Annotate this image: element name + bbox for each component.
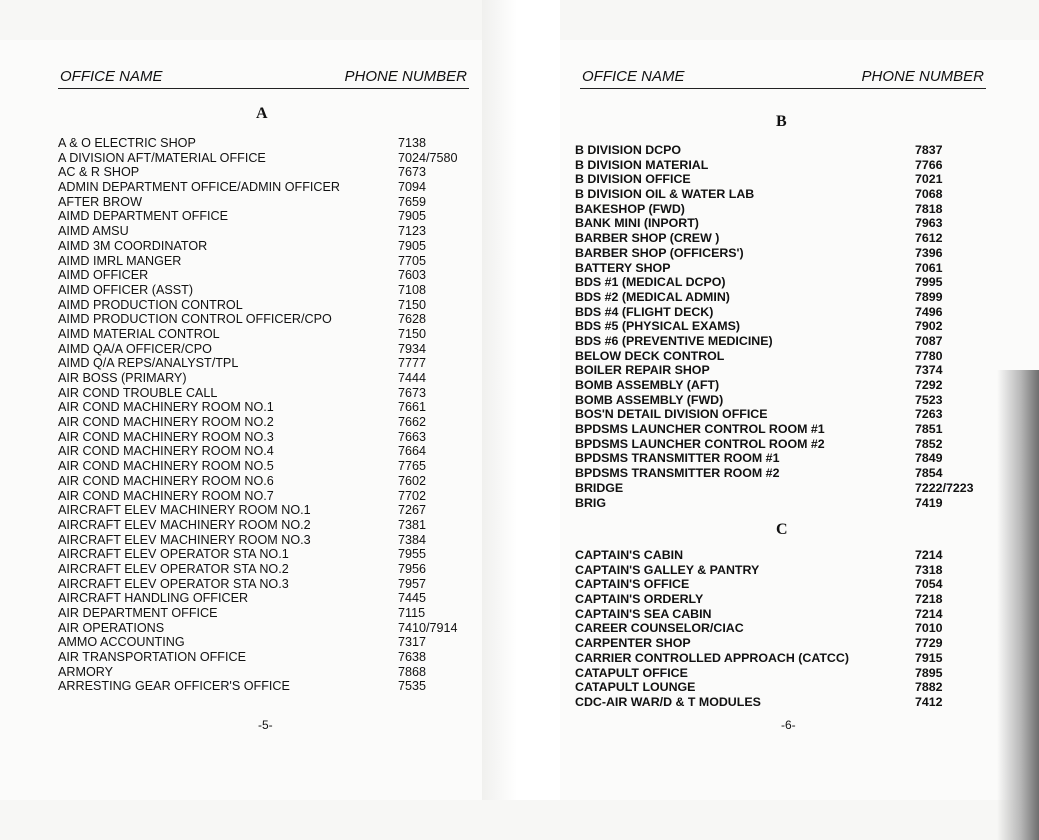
directory-entry (575, 651, 975, 666)
directory-entry (58, 327, 468, 342)
office-name: BOMB ASSEMBLY (FWD) (575, 392, 724, 407)
office-name: AIMD OFFICER (58, 268, 149, 283)
directory-entry (575, 172, 975, 187)
directory-entry (58, 503, 468, 518)
phone-number: 7061 (915, 260, 943, 275)
directory-entry (58, 371, 468, 386)
phone-number-heading: PHONE NUMBER (344, 68, 467, 85)
phone-number: 7777 (398, 356, 427, 371)
directory-entry (58, 312, 468, 327)
office-name: CATAPULT OFFICE (575, 665, 688, 680)
office-name: CAPTAIN'S ORDERLY (575, 592, 704, 607)
page-number: -6- (781, 718, 796, 732)
directory-entry (58, 254, 468, 269)
directory-entry (575, 231, 975, 246)
phone-number: 7214 (915, 548, 943, 562)
phone-number: 7150 (398, 326, 427, 341)
directory-entry (575, 636, 975, 651)
office-name: A & O ELECTRIC SHOP (58, 136, 196, 150)
directory-entry (58, 165, 468, 180)
office-name: AIRCRAFT HANDLING OFFICER (58, 591, 249, 606)
directory-entry (575, 334, 975, 349)
directory-entry (575, 305, 975, 320)
phone-number: 7292 (915, 378, 943, 392)
section-letter-c: C (776, 521, 788, 538)
office-name: AC & R SHOP (58, 165, 140, 180)
phone-number: 7267 (398, 503, 427, 518)
directory-entry (575, 548, 975, 563)
directory-entry (575, 592, 975, 607)
directory-entry (58, 209, 468, 224)
office-name: AIRCRAFT ELEV OPERATOR STA NO.3 (58, 576, 289, 591)
page-number: -5- (258, 718, 273, 732)
directory-entry (575, 466, 975, 481)
phone-number: 7837 (915, 143, 943, 157)
directory-entry (575, 393, 975, 408)
office-name: BRIG (575, 495, 606, 510)
section-letter-b: B (776, 113, 787, 130)
directory-entry (575, 261, 975, 276)
office-name: BAKESHOP (FWD) (575, 201, 685, 216)
office-name: BDS #2 (MEDICAL ADMIN) (575, 289, 730, 304)
directory-entry (58, 621, 468, 636)
phone-number: 7673 (398, 165, 427, 180)
right-page (560, 40, 1039, 800)
directory-entry (58, 283, 468, 298)
directory-entry (58, 180, 468, 195)
directory-entry (58, 268, 468, 283)
phone-number-heading: PHONE NUMBER (861, 68, 984, 85)
directory-entry (575, 187, 975, 202)
office-name: AIMD Q/A REPS/ANALYST/TPL (58, 356, 239, 371)
phone-number: 7955 (398, 547, 427, 562)
office-name: AIR COND MACHINERY ROOM NO.4 (58, 444, 274, 459)
office-name: AIMD MATERIAL CONTROL (58, 326, 220, 341)
directory-entry (575, 143, 975, 158)
phone-number: 7068 (915, 187, 943, 202)
directory-entry (58, 151, 468, 166)
directory-entry (575, 349, 975, 364)
office-name: CDC-AIR WAR/D & T MODULES (575, 694, 761, 709)
phone-number: 7010 (915, 621, 943, 636)
phone-number: 7381 (398, 517, 427, 532)
phone-number: 7729 (915, 636, 943, 651)
phone-number: 7818 (915, 201, 943, 216)
directory-entry (58, 562, 468, 577)
office-name: CATAPULT LOUNGE (575, 680, 696, 695)
office-name: BPDSMS LAUNCHER CONTROL ROOM #1 (575, 422, 825, 437)
office-name: AIR COND MACHINERY ROOM NO.1 (58, 400, 274, 415)
phone-number: 7664 (398, 444, 427, 459)
phone-number: 7445 (398, 591, 427, 606)
directory-entry (58, 356, 468, 371)
directory-entry (575, 496, 975, 511)
phone-number: 7108 (398, 282, 427, 297)
office-name: ADMIN DEPARTMENT OFFICE/ADMIN OFFICER (58, 180, 340, 195)
phone-number: 7317 (398, 635, 427, 650)
office-name: AIMD QA/A OFFICER/CPO (58, 341, 212, 356)
office-name: AIR BOSS (PRIMARY) (58, 371, 187, 385)
directory-entry (58, 430, 468, 445)
office-name: CAREER COUNSELOR/CIAC (575, 621, 744, 636)
office-name: AIRCRAFT ELEV OPERATOR STA NO.2 (58, 561, 289, 576)
directory-entry (575, 202, 975, 217)
phone-number: 7868 (398, 664, 427, 679)
office-name-heading: OFFICE NAME (60, 68, 163, 85)
directory-entry (575, 607, 975, 622)
phone-number: 7899 (915, 289, 943, 304)
office-name: AIRCRAFT ELEV MACHINERY ROOM NO.1 (58, 503, 311, 518)
office-name: AIMD PRODUCTION CONTROL OFFICER/CPO (58, 312, 332, 327)
office-name: B DIVISION OIL & WATER LAB (575, 187, 755, 202)
phone-number: 7523 (915, 392, 943, 407)
phone-number: 7218 (915, 592, 943, 607)
office-name: AIR COND TROUBLE CALL (58, 385, 218, 400)
phone-number: 7852 (915, 436, 943, 451)
phone-number: 7123 (398, 224, 427, 239)
left-column-header (58, 68, 469, 89)
phone-number: 7905 (398, 209, 427, 224)
directory-entry (575, 158, 975, 173)
directory-entry (575, 680, 975, 695)
office-name: AIR COND MACHINERY ROOM NO.3 (58, 429, 274, 444)
phone-number: 7963 (915, 216, 943, 231)
office-name: CAPTAIN'S CABIN (575, 548, 684, 562)
phone-number: 7496 (915, 304, 943, 319)
office-name: BPDSMS TRANSMITTER ROOM #1 (575, 451, 780, 466)
phone-number: 7444 (398, 371, 427, 385)
office-name: AFTER BROW (58, 194, 142, 209)
directory-entry (575, 407, 975, 422)
office-name: BDS #6 (PREVENTIVE MEDICINE) (575, 333, 773, 348)
office-name: AIR TRANSPORTATION OFFICE (58, 650, 246, 665)
phone-number: 7663 (398, 429, 427, 444)
office-name: BDS #4 (FLIGHT DECK) (575, 304, 714, 319)
phone-number: 7412 (915, 694, 943, 709)
office-name: AIMD OFFICER (ASST) (58, 282, 194, 297)
directory-entry (575, 563, 975, 578)
directory-entry (58, 136, 468, 151)
office-name: AIMD DEPARTMENT OFFICE (58, 209, 229, 224)
office-name-heading: OFFICE NAME (582, 68, 685, 85)
directory-entry (58, 547, 468, 562)
phone-number: 7410/7914 (398, 620, 458, 635)
phone-number: 7766 (915, 157, 943, 172)
directory-entry (575, 275, 975, 290)
office-name: BANK MINI (INPORT) (575, 216, 699, 231)
section-letter-a: A (256, 105, 268, 122)
directory-entry (58, 474, 468, 489)
office-name: BOMB ASSEMBLY (AFT) (575, 378, 720, 392)
phone-number: 7374 (915, 363, 943, 378)
phone-number: 7222/7223 (915, 480, 974, 495)
office-name: AIMD 3M COORDINATOR (58, 238, 208, 253)
directory-entry (58, 195, 468, 210)
directory-entry (575, 437, 975, 452)
office-name: AIRCRAFT ELEV OPERATOR STA NO.1 (58, 547, 289, 562)
directory-entry (58, 444, 468, 459)
directory-entry (58, 239, 468, 254)
office-name: AIMD PRODUCTION CONTROL (58, 297, 243, 312)
office-name: BDS #1 (MEDICAL DCPO) (575, 275, 726, 290)
directory-entry (575, 319, 975, 334)
office-name: BRIDGE (575, 480, 624, 495)
phone-number: 7396 (915, 245, 943, 260)
phone-number: 7851 (915, 422, 943, 437)
directory-entry (575, 216, 975, 231)
office-name: B DIVISION OFFICE (575, 172, 691, 187)
directory-entry (575, 621, 975, 636)
office-name: AMMO ACCOUNTING (58, 635, 185, 650)
right-column-header (580, 68, 986, 89)
office-name: BDS #5 (PHYSICAL EXAMS) (575, 319, 741, 334)
office-name: CAPTAIN'S GALLEY & PANTRY (575, 562, 760, 577)
phone-number: 7780 (915, 348, 943, 363)
directory-entry (58, 400, 468, 415)
office-name: AIR COND MACHINERY ROOM NO.5 (58, 459, 274, 474)
directory-entry (58, 533, 468, 548)
phone-number: 7054 (915, 577, 943, 592)
office-name: CAPTAIN'S OFFICE (575, 577, 690, 592)
phone-number: 7957 (398, 576, 427, 591)
phone-number: 7659 (398, 194, 427, 209)
office-name: BELOW DECK CONTROL (575, 348, 725, 363)
directory-entry (575, 363, 975, 378)
phone-number: 7902 (915, 319, 943, 334)
phone-number: 7214 (915, 606, 943, 621)
office-name: A DIVISION AFT/MATERIAL OFFICE (58, 150, 266, 165)
office-name: AIR DEPARTMENT OFFICE (58, 606, 218, 620)
office-name: AIR OPERATIONS (58, 620, 165, 635)
office-name: AIR COND MACHINERY ROOM NO.7 (58, 488, 274, 503)
directory-entry (58, 459, 468, 474)
phone-number: 7895 (915, 665, 943, 680)
office-name: AIR COND MACHINERY ROOM NO.2 (58, 415, 274, 430)
phone-number: 7021 (915, 172, 943, 187)
phone-number: 7138 (398, 136, 427, 150)
directory-entry (58, 577, 468, 592)
directory-entry (58, 650, 468, 665)
phone-number: 7705 (398, 253, 427, 268)
phone-number: 7882 (915, 680, 943, 695)
directory-entry (575, 378, 975, 393)
phone-number: 7384 (398, 532, 427, 547)
directory-entry (575, 290, 975, 305)
directory-list-c (575, 548, 975, 710)
phone-number: 7603 (398, 268, 427, 283)
office-name: CAPTAIN'S SEA CABIN (575, 606, 712, 621)
phone-number: 7094 (398, 180, 427, 195)
phone-number: 7673 (398, 385, 427, 400)
directory-entry (58, 415, 468, 430)
phone-number: 7419 (915, 495, 943, 510)
phone-number: 7956 (398, 561, 427, 576)
directory-list-a (58, 136, 468, 694)
page-edge-shadow (997, 370, 1039, 840)
phone-number: 7115 (398, 606, 426, 620)
phone-number: 7628 (398, 312, 427, 327)
office-name: CARRIER CONTROLLED APPROACH (CATCC) (575, 650, 849, 665)
phone-number: 7854 (915, 466, 943, 481)
phone-number: 7995 (915, 275, 943, 290)
directory-entry (58, 386, 468, 401)
office-name: ARMORY (58, 664, 114, 679)
phone-number: 7915 (915, 650, 943, 665)
office-name: AIMD IMRL MANGER (58, 253, 182, 268)
directory-entry (58, 489, 468, 504)
directory-entry (58, 665, 468, 680)
directory-entry (58, 342, 468, 357)
directory-entry (575, 422, 975, 437)
directory-entry (575, 695, 975, 710)
phone-number: 7765 (398, 459, 427, 474)
phone-number: 7662 (398, 415, 427, 430)
office-name: BARBER SHOP (OFFICERS') (575, 245, 744, 260)
office-name: AIRCRAFT ELEV MACHINERY ROOM NO.3 (58, 532, 311, 547)
office-name: BOILER REPAIR SHOP (575, 363, 710, 378)
book-gutter (482, 0, 560, 800)
office-name: AIR COND MACHINERY ROOM NO.6 (58, 473, 274, 488)
directory-entry (58, 606, 468, 621)
office-name: AIRCRAFT ELEV MACHINERY ROOM NO.2 (58, 517, 311, 532)
directory-entry (58, 518, 468, 533)
phone-number: 7150 (398, 297, 427, 312)
office-name: BOS'N DETAIL DIVISION OFFICE (575, 407, 768, 422)
directory-entry (575, 481, 975, 496)
office-name: BPDSMS TRANSMITTER ROOM #2 (575, 466, 780, 481)
office-name: AIMD AMSU (58, 224, 129, 239)
directory-entry (575, 451, 975, 466)
directory-entry (575, 246, 975, 261)
phone-number: 7602 (398, 473, 427, 488)
office-name: BARBER SHOP (CREW ) (575, 231, 720, 246)
phone-number: 7087 (915, 333, 943, 348)
phone-number: 7318 (915, 562, 943, 577)
phone-number: 7702 (398, 488, 427, 503)
directory-entry (575, 577, 975, 592)
directory-entry (58, 224, 468, 239)
phone-number: 7024/7580 (398, 150, 458, 165)
office-name: B DIVISION MATERIAL (575, 157, 709, 172)
phone-number: 7638 (398, 650, 427, 665)
phone-number: 7263 (915, 407, 943, 422)
directory-entry (58, 635, 468, 650)
phone-number: 7661 (398, 400, 427, 415)
phone-number: 7934 (398, 341, 427, 356)
phone-number: 7612 (915, 231, 943, 246)
office-name: ARRESTING GEAR OFFICER'S OFFICE (58, 679, 290, 694)
office-name: B DIVISION DCPO (575, 143, 682, 157)
office-name: BATTERY SHOP (575, 260, 671, 275)
left-page (0, 40, 482, 800)
phone-number: 7905 (398, 238, 427, 253)
directory-entry (575, 666, 975, 681)
directory-list-b (575, 143, 975, 510)
office-name: BPDSMS LAUNCHER CONTROL ROOM #2 (575, 436, 825, 451)
directory-entry (58, 679, 468, 694)
office-name: CARPENTER SHOP (575, 636, 691, 651)
phone-number: 7535 (398, 679, 427, 694)
directory-entry (58, 591, 468, 606)
directory-entry (58, 298, 468, 313)
phone-number: 7849 (915, 451, 943, 466)
